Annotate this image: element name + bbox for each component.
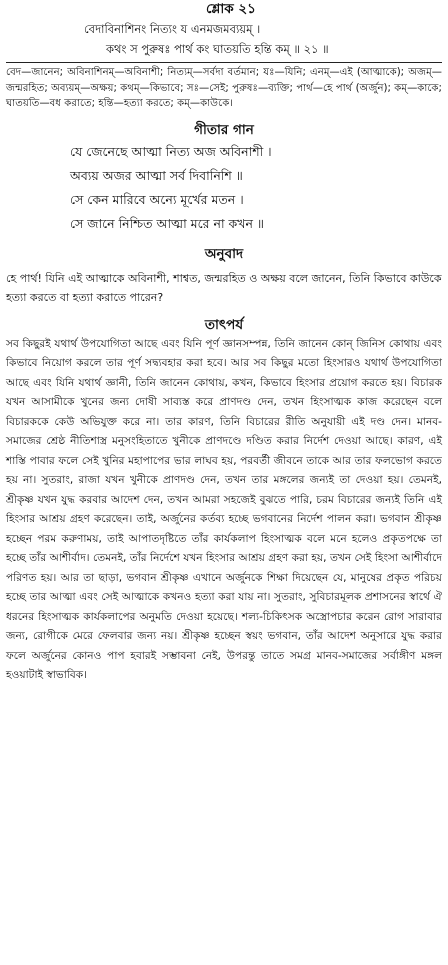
song-line-4: সে জানে নিশ্চিত আত্মা মরে না কখন ॥ (70, 215, 265, 231)
song-line-1: যে জেনেছে আত্মা নিত্য অজ অবিনাশী । (70, 143, 272, 159)
song-heading: গীতার গান (194, 121, 254, 138)
section-divider (6, 62, 442, 63)
verse-heading: শ্লোক ২১ (206, 1, 256, 17)
translation-text: হে পার্থ! যিনি এই আত্মাকে অবিনাশী, শাশ্বত, জন্মরহিত ও অক্ষয় বলে জানেন, তিনি কিভাবে কাউকে হত্যা করতে বা হত্যা করাতে পারেন? (6, 271, 442, 304)
translation-heading: অনুবাদ (204, 245, 244, 262)
purport-heading: তাৎপর্য (204, 316, 244, 333)
song-line-3: সে কেন মারিবে অন্যে মূর্খের মতন । (70, 191, 244, 207)
song-line-2: অব্যয় অজর আত্মা সর্ব দিবানিশি ॥ (70, 167, 243, 183)
word-for-word-synonyms: বেদ—জানেন; অবিনাশিনম্—অবিনাশী; নিত্যম্—সর্বদা বর্তমান; যঃ—যিনি; এনম্—এই (আত্মাকে); অজম্—জন্মরহিত; অব্যয়ম্—অক্ষয়; কথম্—কিভাবে; সঃ—সেই; পুরুষঃ—ব্যক্তি; পার্থ—হে পার্থ (অর্জুন); কম্—কাকে; ঘাতয়তি—বধ করাতে; হন্তি—হত্যা করতে; কম্—কাউকে। (6, 67, 442, 110)
purport-text: সব কিছুরই যথার্থ উপযোগিতা আছে এবং যিনি পূর্ণ জ্ঞানসম্পন্ন, তিনি জানেন কোন্ জিনিস কোথায় এবং কিভাবে নিয়োগ করলে তার পূর্ণ সদ্ব্যবহার করা হবে। আর সব কিছুর মতো হিংসারও যথার্থ উপযোগিতা আছে এবং যিনি যথার্থ জ্ঞানী, তিনি জানেন কোথায়, কখন, কিভাবে হিংসার প্রয়োগ করতে হয়। বিচারক যখন আসামীকে খুনের জন্য দোষী সাব্যস্ত করে প্রাণদণ্ড দেন, তখন হিংসাত্মক কাজ করেছেন বলে বিচারককে কেউ অভিযুক্ত করে না। তার কারণ, তিনি বিচারের রীতি অনুযায়ী এই দণ্ড দেন। মানব-সমাজের শ্রেষ্ঠ নীতিশাস্ত্র মনুসংহিতাতে খুনীকে প্রাণদণ্ডে দণ্ডিত করার নির্দেশ দেওয়া আছে। কারণ, এই শাস্তি পাবার ফলে সেই খুনির মহাপাপের ভার লাঘব হয়, পরবর্তী জীবনে তাকে আর তার ফলভোগ করতে হয় না। সুতরাং, রাজা যখন খুনীকে প্রাণদণ্ড দেন, তখন তার মঙ্গলের জন্যই তা দেওয়া হয়। তেমনই, শ্রীকৃষ্ণ যখন যুদ্ধ করবার আদেশ দেন, তখন আমরা সহজেই বুঝতে পারি, চরম বিচারের জন্যই তিনি এই হিংসার আশ্রয় গ্রহণ করেছেন। তাই, অর্জুনের কর্তব্য হচ্ছে ভগবানের নির্দেশ পালন করা। ভগবান শ্রীকৃষ্ণ হচ্ছেন পরম করুণাময়, তাই আপাতদৃষ্টিতে তাঁর কার্যকলাপ হিংসাত্মক বলে মনে হলেও প্রকৃতপক্ষে তা হচ্ছে তাঁর আশীর্বাদ। তেমনই, তাঁর নির্দেশে যখন হিংসার আশ্রয় গ্রহণ করা হয়, তখন সেই হিংসা আশীর্বাদে পরিণত হয়। আর তা ছাড়া, ভগবান শ্রীকৃষ্ণ এখানে অর্জুনকে শিক্ষা দিয়েছেন যে, মানুষের প্রকৃত পরিচয় হচ্ছে তার আত্মা এবং সেই আত্মাকে কখনও হত্যা করা যায় না। সুতরাং, সুবিচারমূলক প্রশাসনের স্বার্থে ঐ ধরনের হিংসাত্মক কার্যকলাপের অনুমতি দেওয়া হয়েছে। শল্য-চিকিৎসক অস্ত্রোপচার করেন রোগ সারাবার জন্য, রোগীকে মেরে ফেলবার জন্য নয়। শ্রীকৃষ্ণ হচ্ছেন স্বয়ং ভগবান, তাঁর আদেশ অনুসারে যুদ্ধ করার ফলে অর্জুনের কোনও পাপ হবারই সম্ভাবনা নেই, উপরন্তু তাতে সমগ্র মানব-সমাজের সর্বাঙ্গীণ মঙ্গল হওয়াটাই স্বাভাবিক। (6, 337, 442, 682)
verse-line-2: কথং স পুরুষঃ পার্থ কং ঘাতয়তি হন্তি কম্ ॥ ২১ ॥ (106, 42, 329, 56)
verse-line-1: বেদাবিনাশিনং নিত্যং য এনমজমব্যয়ম্ । (84, 22, 261, 36)
